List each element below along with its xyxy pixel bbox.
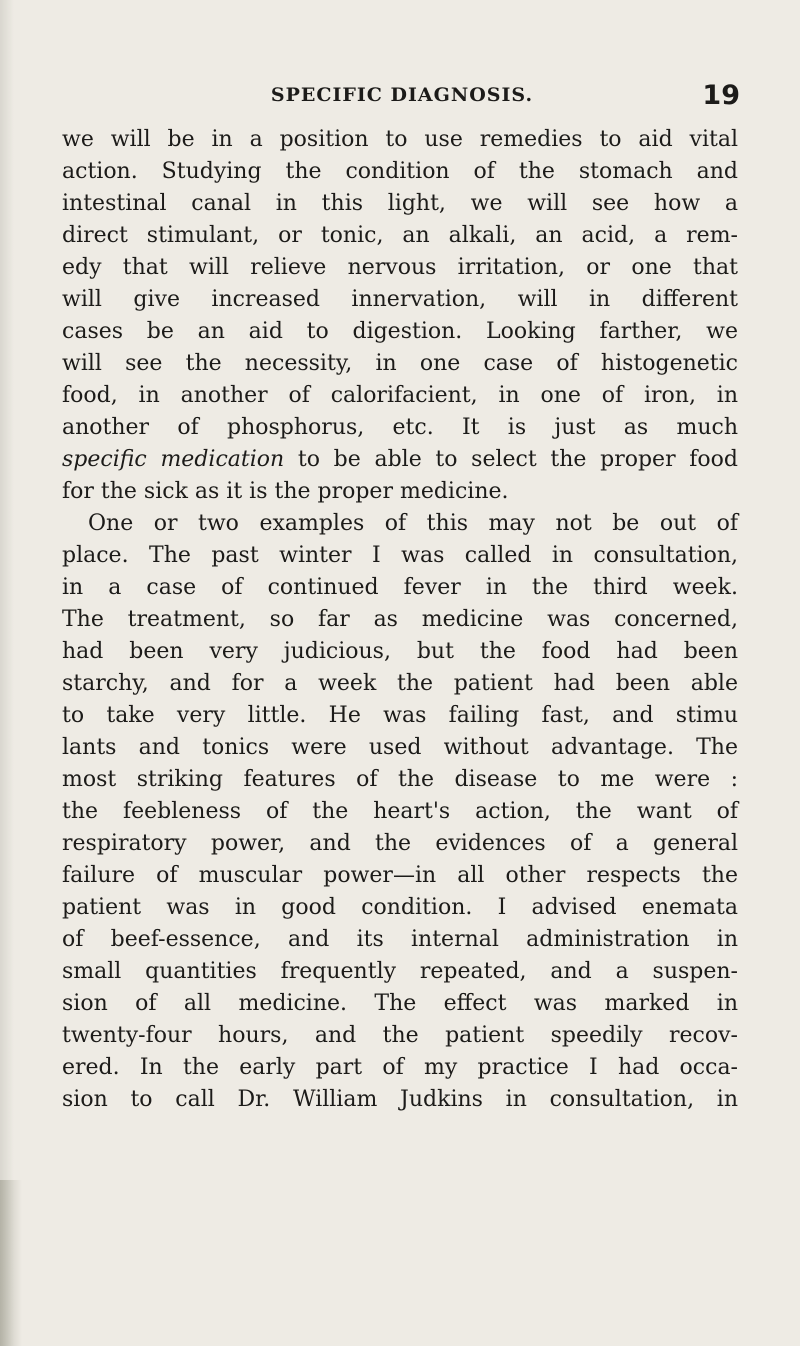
- text-line: small quantities frequently repeated, and a suspen-: [62, 959, 738, 984]
- body-text: [62, 124, 738, 1116]
- text-line: cases be an aid to digestion. Looking farther, we: [62, 319, 738, 344]
- text-line: starchy, and for a week the patient had been able: [62, 671, 738, 696]
- text-line: intestinal canal in this light, we will see how a: [62, 191, 738, 216]
- text-line: place. The past winter I was called in consultation,: [62, 543, 738, 568]
- text-line: will give increased innervation, will in different: [62, 287, 738, 312]
- text-line: respiratory power, and the evidences of a general: [62, 831, 738, 856]
- text-line: in a case of continued fever in the third week.: [62, 575, 738, 600]
- page-number: 19: [702, 80, 740, 111]
- text-line: twenty-four hours, and the patient speedily recov-: [62, 1023, 738, 1048]
- text-line: action. Studying the condition of the stomach and: [62, 159, 738, 184]
- text-line: most striking features of the disease to me were :: [62, 767, 738, 792]
- text-line: to take very little. He was failing fast, and stimu: [62, 703, 738, 728]
- text-line-rest: to be able to select the proper food: [297, 447, 739, 472]
- italic-phrase: specific medication: [62, 447, 285, 472]
- page-edge-shadow: [0, 0, 14, 1346]
- text-line: had been very judicious, but the food had been: [62, 639, 738, 664]
- text-line-with-italic: [62, 444, 738, 476]
- text-line: food, in another of calorifacient, in one of iron, in: [62, 383, 738, 408]
- text-line: will see the necessity, in one case of histogenetic: [62, 351, 738, 376]
- running-title: SPECIFIC DIAGNOSIS.: [270, 84, 534, 106]
- text-line: the feebleness of the heart's action, the want of: [62, 799, 738, 824]
- text-line: lants and tonics were used without advantage. The: [62, 735, 738, 760]
- text-line: sion to call Dr. William Judkins in consultation, in: [62, 1087, 738, 1112]
- text-line: of beef-essence, and its internal administration in: [62, 927, 738, 952]
- text-line: another of phosphorus, etc. It is just as much: [62, 415, 738, 440]
- text-line: One or two examples of this may not be out of: [88, 511, 738, 536]
- text-line: edy that will relieve nervous irritation, or one that: [62, 255, 738, 280]
- text-line: patient was in good condition. I advised enemata: [62, 895, 738, 920]
- text-line: sion of all medicine. The effect was marked in: [62, 991, 738, 1016]
- text-line: we will be in a position to use remedies to aid vital: [62, 127, 738, 152]
- text-line: ered. In the early part of my practice I had occa-: [62, 1055, 738, 1080]
- text-line: direct stimulant, or tonic, an alkali, an acid, a rem-: [62, 223, 738, 248]
- running-head: [62, 80, 742, 114]
- text-line: The treatment, so far as medicine was concerned,: [62, 607, 738, 632]
- text-line: for the sick as it is the proper medicine.: [62, 479, 509, 504]
- page-edge-stain: [0, 1180, 22, 1346]
- text-line: failure of muscular power—in all other respects the: [62, 863, 738, 888]
